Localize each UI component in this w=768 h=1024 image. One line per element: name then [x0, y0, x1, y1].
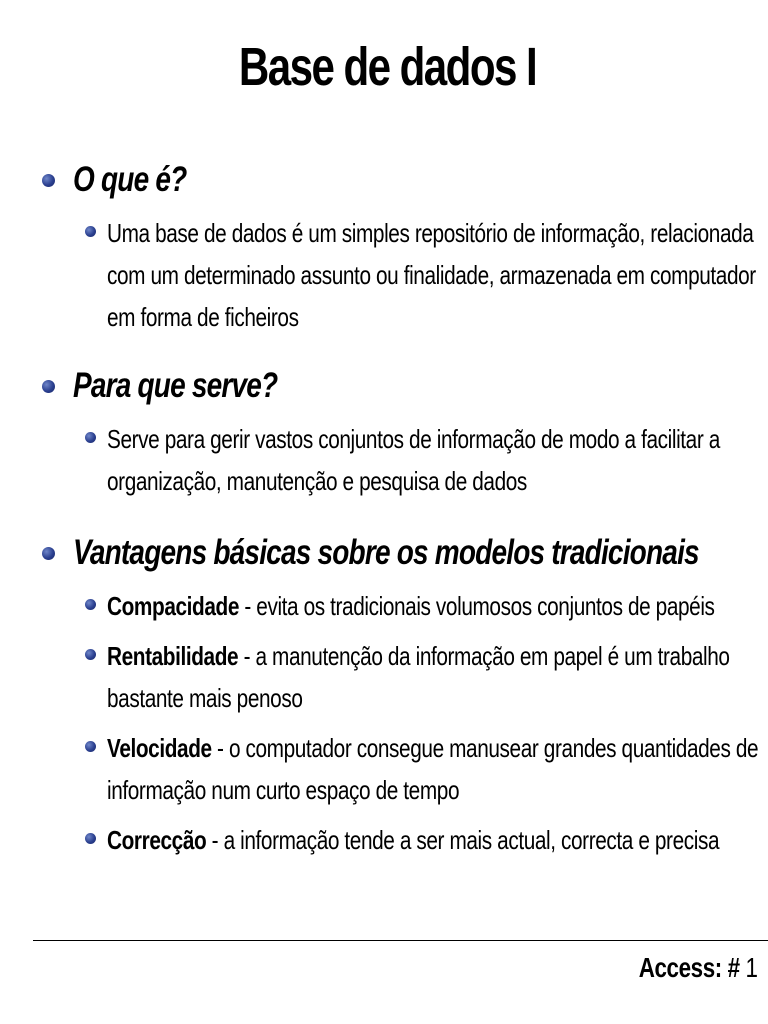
item-text-line: com um determinado assunto ou finalidade, armazenada em computador — [107, 260, 756, 291]
item-term: Velocidade — [107, 733, 212, 764]
section-heading-text: Vantagens básicas sobre os modelos tradicionais — [73, 533, 699, 572]
list-item — [107, 212, 760, 338]
list-item-compactness — [107, 585, 760, 627]
round-bullet-icon — [85, 649, 96, 660]
section-purpose — [40, 366, 760, 502]
section-advantages — [40, 533, 760, 861]
round-bullet-icon — [85, 432, 96, 443]
item-description: - evita os tradicionais volumosos conjuntos de papéis — [239, 591, 715, 622]
round-bullet-icon — [42, 380, 55, 393]
item-text-line: Serve para gerir vastos conjuntos de informação de modo a facilitar a — [107, 424, 720, 455]
section-heading — [40, 160, 760, 200]
item-text-line: informação num curto espaço de tempo — [107, 775, 460, 806]
list-item-profitability — [107, 635, 760, 719]
item-description: - a informação tende a ser mais actual, correcta e precisa — [206, 825, 720, 856]
round-bullet-icon — [42, 547, 55, 560]
item-description: - a manutenção da informação em papel é um trabalho — [238, 641, 730, 672]
slide-footer — [639, 952, 758, 984]
section-what-is — [40, 160, 760, 338]
item-term: Compacidade — [107, 591, 239, 622]
list-item-correctness — [107, 819, 760, 861]
item-text-line: bastante mais penoso — [107, 683, 303, 714]
item-text-line — [107, 585, 715, 627]
round-bullet-icon — [85, 599, 96, 610]
section-heading-text: Para que serve? — [73, 366, 278, 405]
page-number: 1 — [740, 952, 758, 983]
section-heading — [40, 533, 760, 573]
slide-title: Base de dados I — [238, 37, 537, 97]
item-description: - o computador consegue manusear grandes quantidades de — [211, 733, 759, 764]
item-term: Correcção — [107, 825, 207, 856]
section-heading — [40, 366, 760, 406]
item-text-line: organização, manutenção e pesquisa de dados — [107, 466, 527, 497]
item-term: Rentabilidade — [107, 641, 239, 672]
list-item — [107, 418, 760, 502]
item-text-line — [107, 635, 730, 677]
section-heading-text: O que é? — [73, 160, 187, 199]
item-text-line — [107, 819, 720, 861]
footer-label: Access: # — [639, 952, 741, 983]
round-bullet-icon — [85, 833, 96, 844]
item-text-line: em forma de ficheiros — [107, 302, 299, 333]
footer-divider — [33, 940, 768, 941]
list-item-speed — [107, 727, 760, 811]
item-text-line: Uma base de dados é um simples repositório de informação, relacionada — [107, 218, 754, 249]
round-bullet-icon — [85, 741, 96, 752]
round-bullet-icon — [85, 226, 96, 237]
item-text-line — [107, 727, 759, 769]
round-bullet-icon — [42, 174, 55, 187]
